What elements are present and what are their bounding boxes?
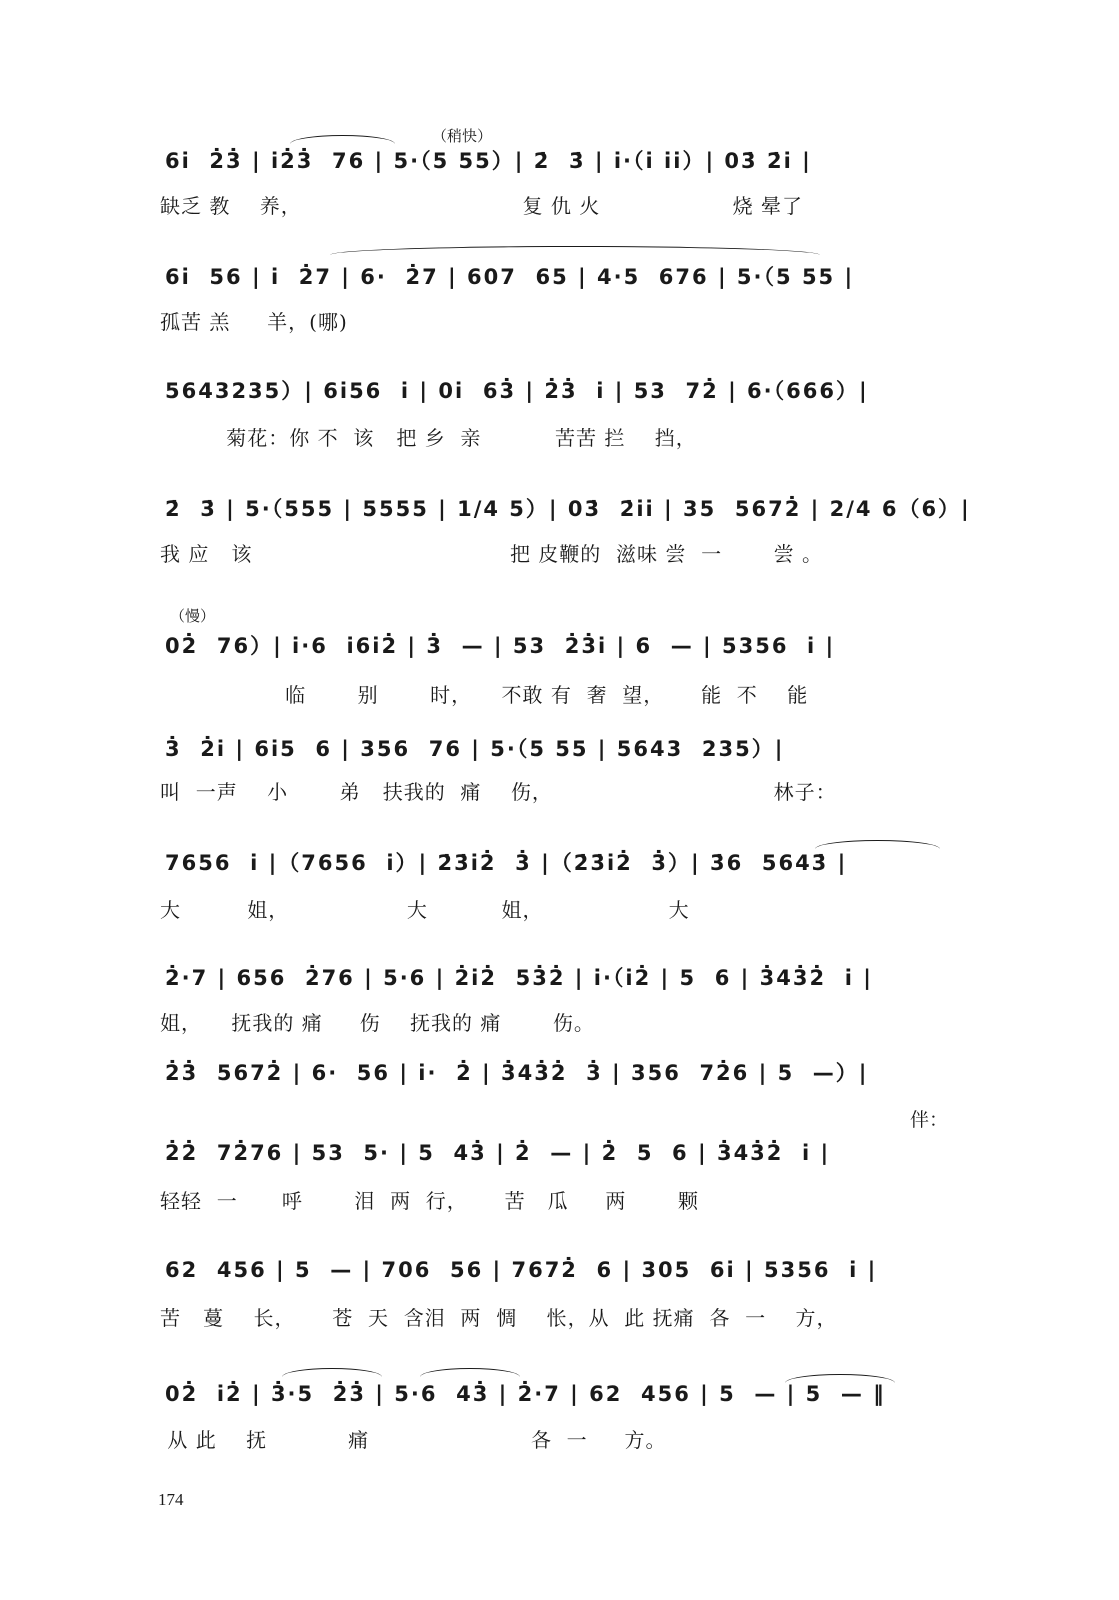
lyrics-line: 菊花：你 不 该 把 乡 亲 苦苦 拦 挡，: [160, 426, 697, 450]
numbered-notation-line: 5643235）| 6i56 i | 0i 63̇ | 2̇3̇ i | 53 72̇ | 6·（666）|: [165, 379, 869, 403]
numbered-notation-line: 2̇2̇ 72̇76 | 53 5· | 5 43̇ | 2̇ — | 2̇ 5 6 | 3̇43̇2̇ i |: [165, 1141, 831, 1165]
page-number: 174: [158, 1490, 184, 1509]
lyrics-line: 姐， 抚我的 痛 伤 抚我的 痛 伤。: [160, 1011, 595, 1035]
lyrics-line: 从 此 抚 痛 各 一 方。: [160, 1428, 667, 1452]
lyrics-line: 缺乏 教 养， 复 仇 火 烧 晕了: [160, 194, 804, 218]
lyrics-line: 苦 蔓 长， 苍 天 含泪 两 惆 怅，从 此 抚痛 各 一 方，: [160, 1306, 838, 1330]
numbered-notation-line: 02̇ 76）| i·6 i6i2̇ | 3̇ — | 53 2̇3̇i | 6 — | 5356 i |: [165, 634, 836, 658]
lyrics-line: 临 别 时， 不敢 有 奢 望， 能 不 能: [160, 683, 809, 707]
numbered-notation-line: 6i 56 | i 2̇7 | 6· 2̇7 | 607 65 | 4·5 676 | 5·（5 55 |: [165, 265, 855, 289]
numbered-notation-line: 7656 i |（7656 i）| 2̇3̇i2̇ 3̇ |（2̇3̇i2̇ 3̇）| 3̇6 5643̇ |: [165, 851, 848, 875]
numbered-notation-line: 6i 2̇3̇ | i2̇3̇ 76 | 5·（5 55）| 2̇ 3̇ | i·（i ii）| 03̇ 2̇i |: [165, 149, 812, 173]
tempo-marking: （稍快）: [432, 127, 493, 145]
numbered-notation-line: 02̇ i2̇ | 3̇·5 2̇3̇ | 5·6 43̇ | 2̇·7 | 62 456 | 5 — | 5 — ‖: [165, 1382, 886, 1406]
accompaniment-marking: 伴：: [910, 1109, 949, 1131]
numbered-notation-line: 2̇·7 | 656 2̇76 | 5·6 | 2̇i2̇ 53̇2̇ | i·（i2̇ | 5 6 | 3̇43̇2̇ i |: [165, 966, 873, 990]
tempo-marking: （慢）: [170, 607, 216, 625]
lyrics-line: 轻轻 一 呼 泪 两 行， 苦 瓜 两 颗: [160, 1189, 699, 1213]
lyrics-line: 我 应 该 把 皮鞭的 滋味 尝 一 尝 。: [160, 542, 823, 566]
slur-mark: [330, 246, 820, 255]
lyrics-line: 大 姐， 大 姐， 大: [160, 898, 690, 922]
numbered-notation-line: 2̇ 3̇ | 5·（555 | 5555 | 1/4 5）| 03̇ 2̇ii | 35 5672̇ | 2/4 6（6）|: [165, 497, 971, 521]
lyrics-line: 孤苦 羔 羊，(哪): [160, 310, 348, 334]
numbered-notation-line: 2̇3̇ 5672̇ | 6· 56 | i· 2̇ | 3̇43̇2̇ 3̇ | 356 72̇6 | 5 —）|: [165, 1061, 869, 1085]
numbered-notation-line: 3̇ 2̇i | 6i5 6 | 356 76 | 5·（5 55 | 5643 235）|: [165, 737, 785, 761]
numbered-notation-line: 62 456 | 5 — | 706 56 | 7672̇ 6 | 305 6i | 5356 i |: [165, 1258, 878, 1282]
lyrics-line: 叫 一声 小 弟 扶我的 痛 伤， 林子：: [160, 780, 837, 804]
